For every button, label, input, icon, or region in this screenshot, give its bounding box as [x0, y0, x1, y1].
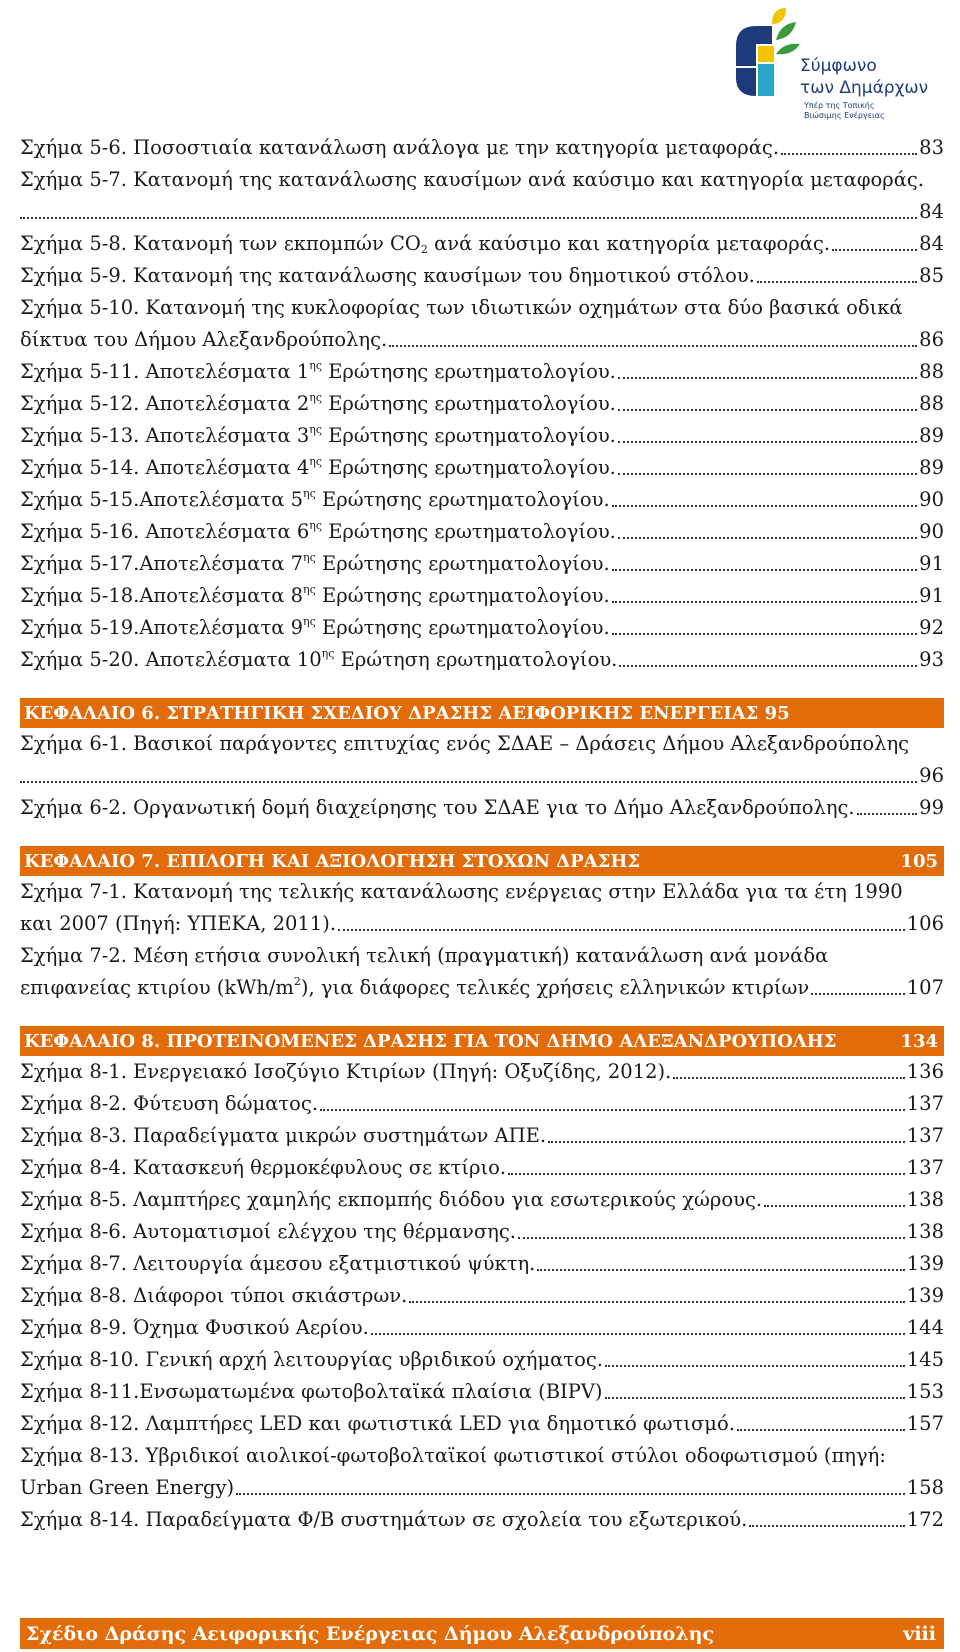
toc-entry[interactable]: Σχήμα 8-4. Κατασκευή θερμοκέφυλους σε κτίριο. 137: [20, 1156, 944, 1179]
page-footer: [20, 1618, 944, 1649]
toc-entry[interactable]: Σχήμα 5-17.Αποτελέσματα $7^{\eta\varsigma}$ Ερώτησης ερωτηματολογίου. 91: [20, 551, 944, 575]
chapter-heading-6[interactable]: ΚΕΦΑΛΑΙΟ 6. ΣΤΡΑΤΗΓΙΚΗ ΣΧΕΔΙΟΥ ΔΡΑΣΗΣ ΑΕΙΦΟΡΙΚΗΣ ΕΝΕΡΓΕΙΑΣ 95: [20, 698, 944, 728]
toc-entry[interactable]: Σχήμα 6-1. Βασικοί παράγοντες επιτυχίας ενός ΣΔΑΕ – Δράσεις Δήμου Αλεξανδρούπολης: [20, 732, 910, 755]
toc-entry[interactable]: Σχήμα 5-15.Αποτελέσματα $5^{\eta\varsigma}$ Ερώτησης ερωτηματολογίου. 90: [20, 487, 944, 511]
toc-entry[interactable]: Σχήμα 8-9. Όχημα Φυσικού Αερίου. 144: [20, 1316, 944, 1339]
logo-title-line2: των Δημάρχων: [800, 78, 929, 98]
footer-title: Σχέδιο Δράσης Αειφορικής Ενέργειας Δήμου Αλεξανδρούπολης: [26, 1622, 715, 1645]
toc-entry-continuation[interactable]: επιφανείας κτιρίου $(kWh/m^2)$, για διάφορες τελικές χρήσεις ελληνικών κτιρίων 107: [20, 975, 944, 999]
toc-entry-continuation[interactable]: 84: [20, 196, 944, 228]
toc-entry[interactable]: Σχήμα 5-14. Αποτελέσματα $4^{\eta\varsigma}$ Ερώτησης ερωτηματολογίου. 89: [20, 455, 944, 479]
logo-title-line1: Σύμφωνο: [800, 56, 877, 76]
toc-entry[interactable]: Σχήμα 6-2. Οργανωτική δομή διαχείρησης του ΣΔΑΕ για το Δήμο Αλεξανδρούπολης. 99: [20, 796, 944, 819]
toc-entry-continuation[interactable]: 96: [20, 760, 944, 792]
toc-entry[interactable]: Σχήμα 5-12. Αποτελέσματα $2^{\eta\varsigma}$ Ερώτησης ερωτηματολογίου. 88: [20, 391, 944, 415]
toc-entry[interactable]: Σχήμα 7-1. Κατανομή της τελικής κατανάλωσης ενέργειας στην Ελλάδα για τα έτη 1990: [20, 880, 903, 903]
toc-entry[interactable]: Σχήμα 8-2. Φύτευση δώματος. 137: [20, 1092, 944, 1115]
toc-entry[interactable]: Σχήμα 8-6. Αυτοματισμοί ελέγχου της θέρμανσης. 138: [20, 1220, 944, 1243]
toc-entry-continuation[interactable]: Urban Green Energy) 158: [20, 1476, 944, 1499]
toc-entry[interactable]: Σχήμα 8-1. Ενεργειακό Ισοζύγιο Κτιρίων (Πηγή: Οξυζίδης, 2012). 136: [20, 1060, 944, 1083]
chapter-heading-7[interactable]: ΚΕΦΑΛΑΙΟ 7. ΕΠΙΛΟΓΗ ΚΑΙ ΑΞΙΟΛΟΓΗΣΗ ΣΤΟΧΩΝ ΔΡΑΣΗΣ 105: [20, 846, 944, 876]
toc-entry[interactable]: Σχήμα 5-6. Ποσοστιαία κατανάλωση ανάλογα με την κατηγορία μεταφοράς. 83: [20, 136, 944, 159]
toc-entry[interactable]: Σχήμα 5-7. Κατανομή της κατανάλωσης καυσίμων ανά καύσιμο και κατηγορία μεταφοράς.: [20, 168, 924, 191]
toc-entry[interactable]: Σχήμα 5-8. Κατανομή των εκπομπών $CO_2$ ανά καύσιμο και κατηγορία μεταφοράς. 84: [20, 232, 944, 256]
toc-entry[interactable]: Σχήμα 5-10. Κατανομή της κυκλοφορίας των ιδιωτικών οχημάτων στα δύο βασικά οδικά: [20, 296, 903, 319]
toc-entry[interactable]: Σχήμα 8-8. Διάφοροι τύποι σκιάστρων. 139: [20, 1284, 944, 1307]
table-of-figures: [20, 132, 944, 1536]
toc-entry[interactable]: Σχήμα 8-13. Υβριδικοί αιολικοί-φωτοβολταϊκοί φωτιστικοί στύλοι οδοφωτισμού (πηγή:: [20, 1444, 886, 1467]
toc-entry[interactable]: Σχήμα 8-7. Λειτουργία άμεσου εξατμιστικού ψύκτη. 139: [20, 1252, 944, 1275]
toc-entry-continuation[interactable]: και 2007 (Πηγή: ΥΠΕΚΑ, 2011). 106: [20, 912, 944, 935]
logo-subtitle: Υπέρ της Τοπικής Βιώσιμης Ενέργειας: [804, 101, 885, 120]
toc-entry[interactable]: Σχήμα 5-18.Αποτελέσματα $8^{\eta\varsigma}$ Ερώτησης ερωτηματολογίου. 91: [20, 583, 944, 607]
toc-entry[interactable]: Σχήμα 8-3. Παραδείγματα μικρών συστημάτων ΑΠΕ. 137: [20, 1124, 944, 1147]
toc-entry[interactable]: Σχήμα 5-16. Αποτελέσματα $6^{\eta\varsigma}$ Ερώτησης ερωτηματολογίου. 90: [20, 519, 944, 543]
toc-entry[interactable]: Σχήμα 5-20. Αποτελέσματα $10^{\eta\varsigma}$ Ερώτηση ερωτηματολογίου. 93: [20, 647, 944, 671]
toc-entry[interactable]: Σχήμα 8-12. Λαμπτήρες LED και φωτιστικά LED για δημοτικό φωτισμό. 157: [20, 1412, 944, 1435]
toc-entry[interactable]: Σχήμα 8-10. Γενική αρχή λειτουργίας υβριδικού οχήματος. 145: [20, 1348, 944, 1371]
toc-entry[interactable]: Σχήμα 5-13. Αποτελέσματα $3^{\eta\varsigma}$ Ερώτησης ερωτηματολογίου. 89: [20, 423, 944, 447]
logo-emblem-icon: [728, 4, 808, 114]
toc-entry[interactable]: Σχήμα 5-19.Αποτελέσματα $9^{\eta\varsigma}$ Ερώτησης ερωτηματολογίου. 92: [20, 615, 944, 639]
toc-entry[interactable]: Σχήμα 5-11. Αποτελέσματα $1^{\eta\varsigma}$ Ερώτησης ερωτηματολογίου. 88: [20, 359, 944, 383]
toc-entry[interactable]: Σχήμα 8-14. Παραδείγματα Φ/Β συστημάτων σε σχολεία του εξωτερικού. 172: [20, 1508, 944, 1531]
page-number: viii: [903, 1622, 936, 1645]
covenant-of-mayors-logo: [728, 4, 944, 122]
toc-entry[interactable]: Σχήμα 7-2. Μέση ετήσια συνολική τελική (πραγματική) κατανάλωση ανά μονάδα: [20, 944, 829, 967]
toc-entry[interactable]: Σχήμα 8-11.Ενσωματωμένα φωτοβολταϊκά πλαίσια (BIPV) 153: [20, 1380, 944, 1403]
chapter-heading-8[interactable]: ΚΕΦΑΛΑΙΟ 8. ΠΡΟΤΕΙΝΟΜΕΝΕΣ ΔΡΑΣΗΣ ΓΙΑ ΤΟΝ ΔΗΜΟ ΑΛΕΞΑΝΔΡΟΥΠΟΛΗΣ 134: [20, 1026, 944, 1056]
toc-entry-continuation[interactable]: δίκτυα του Δήμου Αλεξανδρούπολης. 86: [20, 328, 944, 351]
toc-entry[interactable]: Σχήμα 5-9. Κατανομή της κατανάλωσης καυσίμων του δημοτικού στόλου. 85: [20, 264, 944, 287]
toc-entry[interactable]: Σχήμα 8-5. Λαμπτήρες χαμηλής εκπομπής διόδου για εσωτερικούς χώρους. 138: [20, 1188, 944, 1211]
